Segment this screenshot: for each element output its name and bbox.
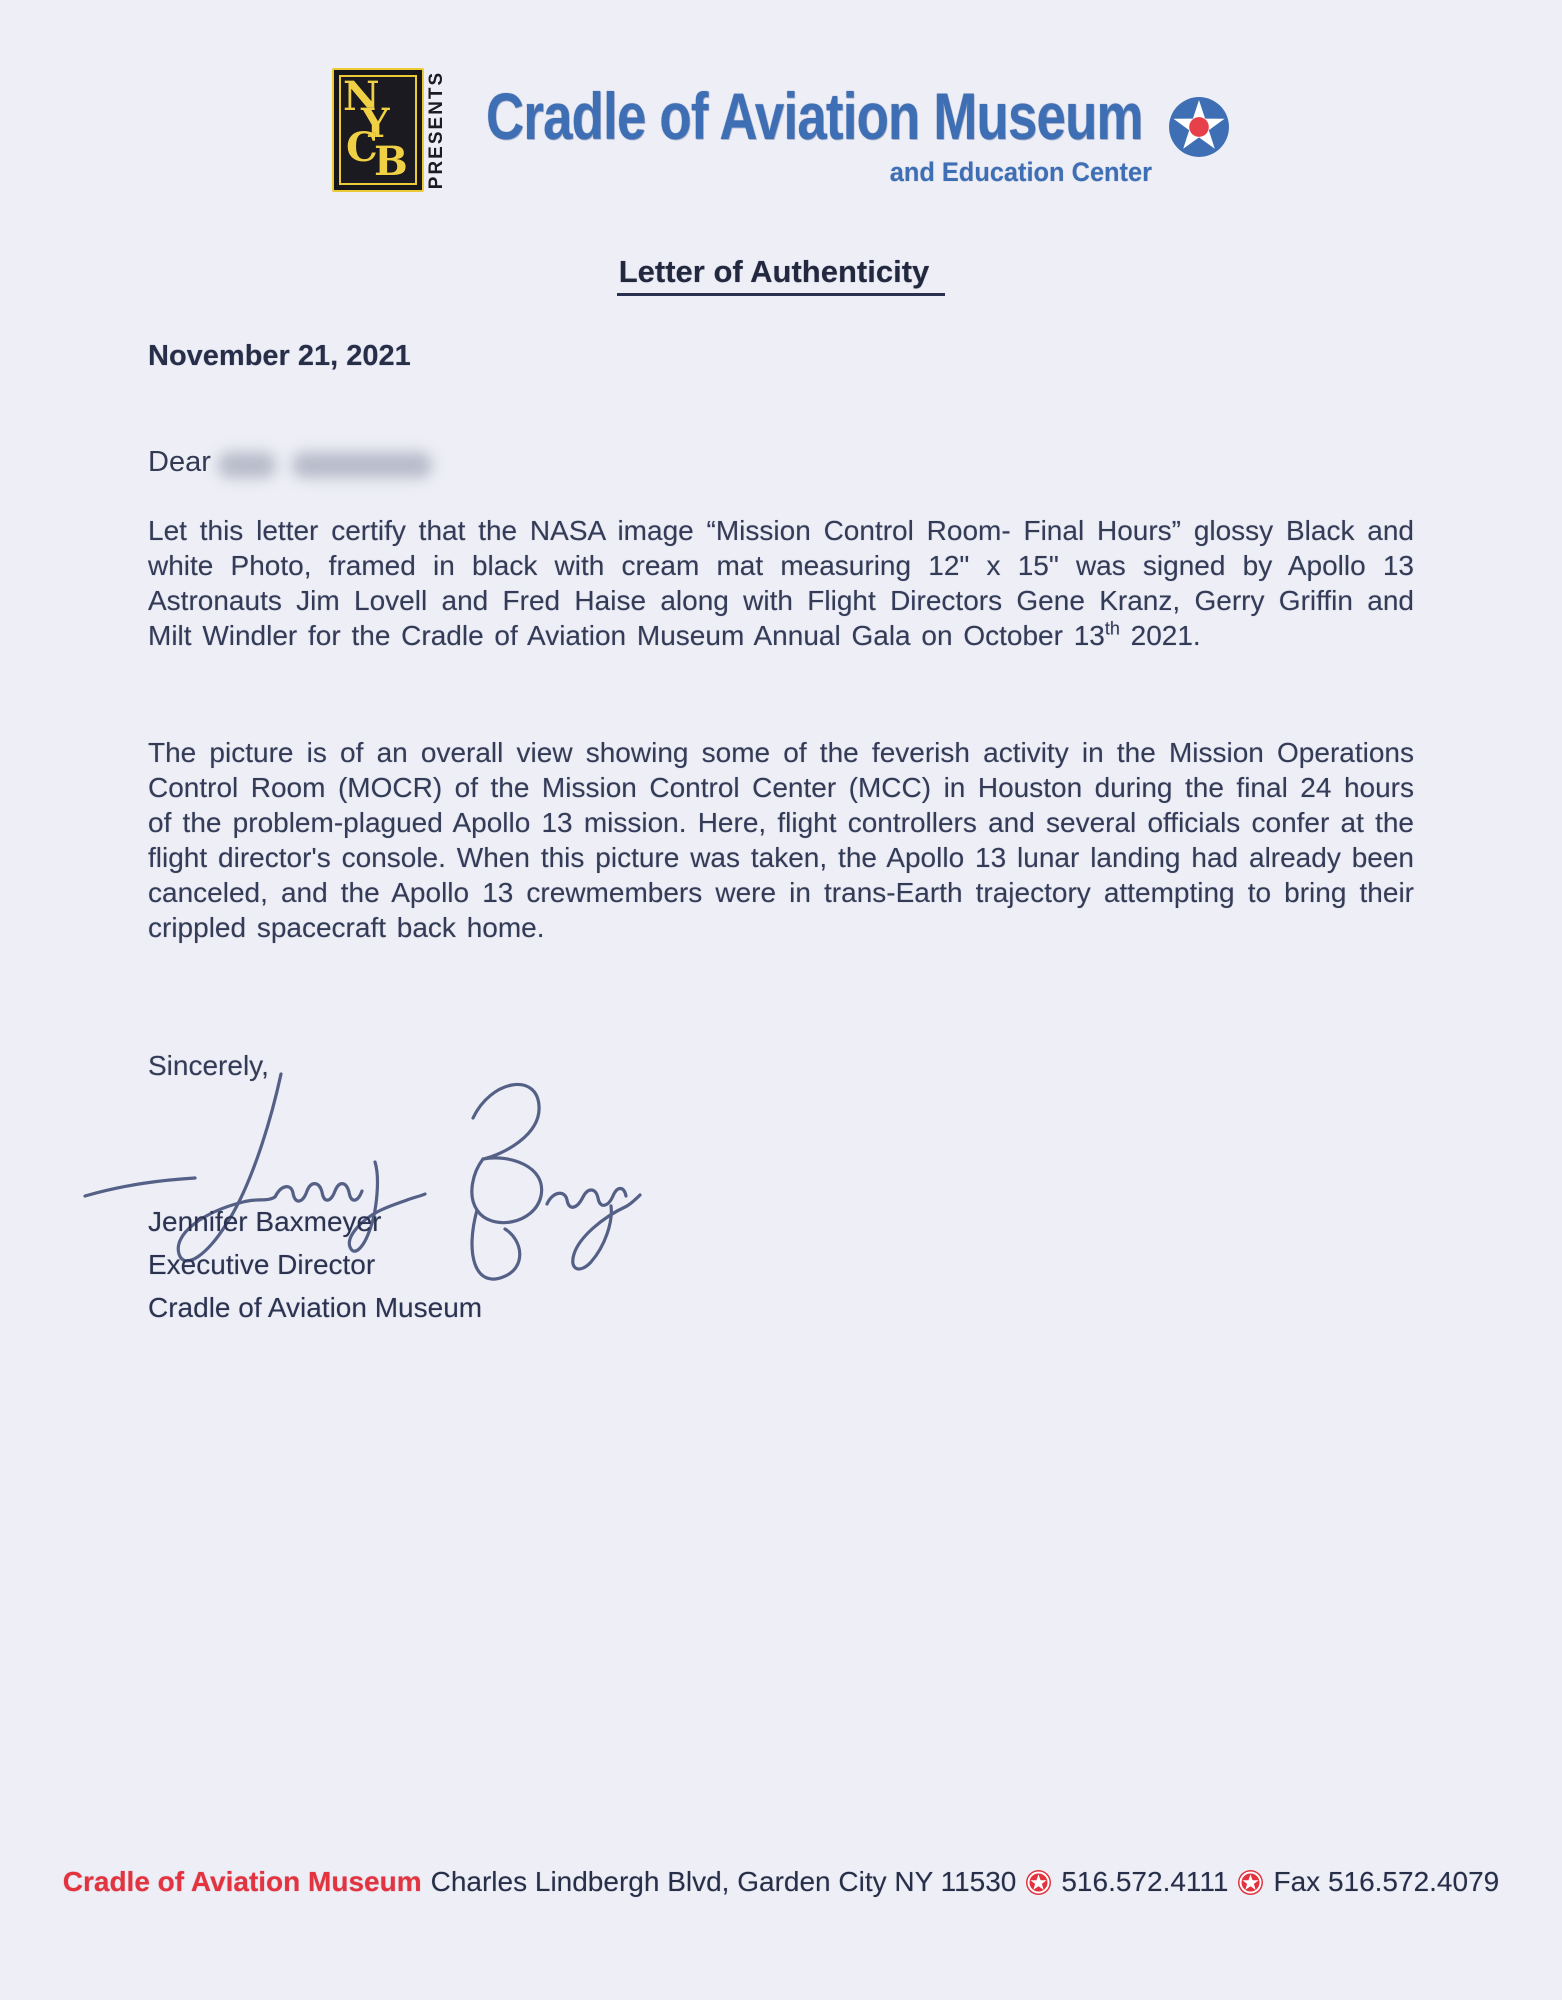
ordinal-superscript: th (1104, 618, 1120, 639)
nycb-presents-label (424, 68, 450, 192)
letter-title-row (0, 254, 1562, 296)
nycb-letter-b: B (374, 138, 408, 185)
paragraph-1-end: 2021. (1119, 620, 1201, 651)
paragraph-description: The picture is of an overall view showing some of the feverish activity in the Mission Operations Control Room (MOCR) of the Mission Control Center (MCC) in Houston during the final 24 hours of the problem-plagued Apollo 13 mission. Here, flight controllers and several officials confer at the flight director's console. When this picture was taken, the Apollo 13 lunar landing had already been canceled, and the Apollo 13 crewmembers were in trans-Earth trajectory attempting to bring their crippled spacecraft back home. (148, 737, 1414, 943)
army-air-corps-roundel-icon (1168, 96, 1230, 158)
star-roundel-icon (1237, 1869, 1264, 1896)
signer-organization: Cradle of Aviation Museum (148, 1292, 483, 1323)
footer-phone: 516.572.4111 (1061, 1866, 1229, 1897)
closing-sincerely: Sincerely, (148, 1050, 269, 1081)
star-roundel-icon (1025, 1869, 1052, 1896)
education-center-label: and Education Center (889, 157, 1152, 187)
footer (0, 1866, 1562, 1898)
nycb-letter-n: N (343, 73, 380, 120)
nycb-logo (332, 68, 424, 192)
footer-address: Charles Lindbergh Blvd, Garden City NY 11530 (430, 1866, 1017, 1897)
redacted-recipient-name-part1 (218, 452, 276, 478)
salutation-prefix: Dear (148, 446, 211, 478)
footer-brand: Cradle of Aviation Museum (62, 1866, 422, 1897)
paragraph-1-text: Let this letter certify that the NASA image “Mission Control Room- Final Hours” glossy Black and white Photo, framed in black with cream mat measuring 12" x 15" was signed by Apollo 13 Astronauts Jim Lovell and Fred Haise along with Flight Directors Gene Kranz, Gerry Griffin and Milt Windler for the Cradle of Aviation Museum Annual Gala on October 13 (148, 515, 1414, 651)
signer-name: Jennifer Baxmeyer (148, 1206, 382, 1237)
paragraph-certification (148, 513, 1414, 653)
signature-block (148, 1200, 482, 1329)
nycb-letter-c: C (346, 124, 378, 171)
museum-wordmark: Cradle of Aviation Museum (486, 79, 1143, 153)
redacted-recipient-name-part2 (292, 452, 432, 478)
letter-date: November 21, 2021 (148, 340, 411, 372)
signer-title: Executive Director (148, 1249, 376, 1280)
letter-title: Letter of Authenticity (617, 254, 946, 296)
nycb-presents-text: PRESENTS (426, 70, 448, 190)
footer-fax: Fax 516.572.4079 (1273, 1866, 1500, 1897)
nycb-letter-y: Y (361, 100, 390, 147)
